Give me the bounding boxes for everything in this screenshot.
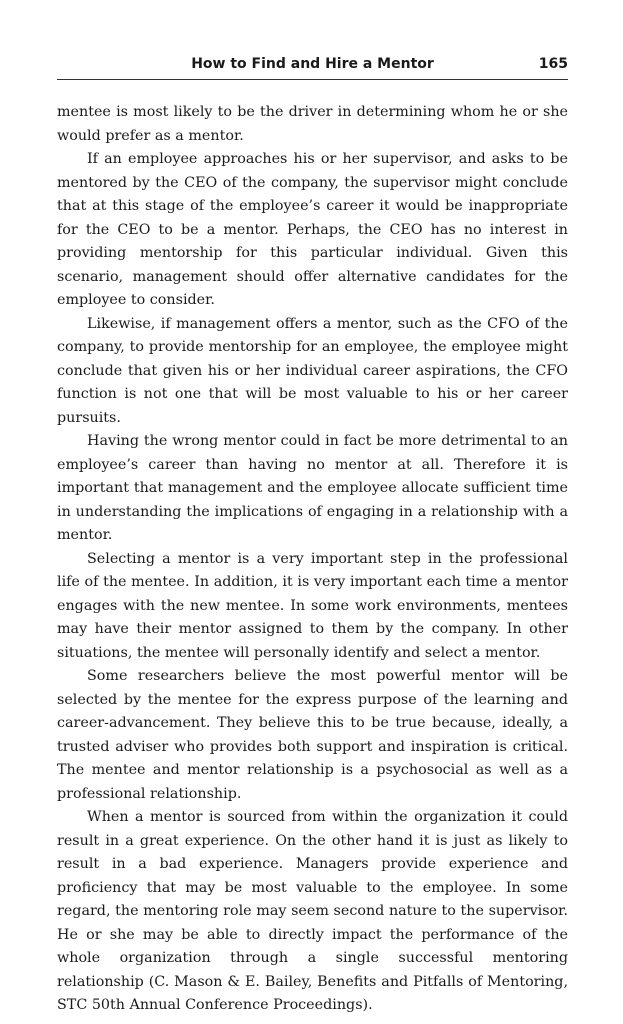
paragraph: When a mentor is sourced from within the organization it could result in a great experience. On the other hand it is just as likely to result in a bad experience. Managers provide experience and proficiency that may be most valuable to the employee. In some regard, the mentoring role may seem second nature to the supervisor. He or she may be able to directly impact the performance of the whole organization through a single successful mentoring relationship (C. Mason & E. Bailey, Benefits and Pitfalls of Mentoring, STC 50th Annual Conference Proceedings). bbox=[57, 809, 568, 1013]
paragraph-continued: mentee is most likely to be the driver in determining whom he or she would prefer as a mentor. bbox=[57, 104, 568, 144]
paragraph: Selecting a mentor is a very important step in the professional life of the mentee. In addition, it is very important each time a mentor engages with the new mentee. In some work environments, mentees may have their mentor assigned to them by the company. In other situations, the mentee will personally identify and select a mentor. bbox=[57, 550, 568, 661]
page-number: 165 bbox=[538, 56, 568, 72]
paragraph: Likewise, if management offers a mentor, such as the CFO of the company, to provide mentorship for an employee, the employee might conclude that given his or her individual career aspirations, the CFO function is not one that will be most valuable to his or her career pursuits. bbox=[57, 315, 568, 426]
paragraph: Some researchers believe the most powerful mentor will be selected by the mentee for the express purpose of the learning and career-advancement. They believe this to be true because, ideally, a trusted adviser who provides both support and inspiration is critical. The mentee and mentor relationship is a psychosocial as well as a professional relationship. bbox=[57, 668, 568, 802]
paragraph: Having the wrong mentor could in fact be more detrimental to an employee’s career than having no mentor at all. Therefore it is important that management and the employee allocate sufficient time in understanding the implications of engaging in a relationship with a mentor. bbox=[57, 433, 568, 543]
running-header bbox=[57, 53, 568, 80]
running-title: How to Find and Hire a Mentor bbox=[191, 56, 434, 72]
paragraph: If an employee approaches his or her supervisor, and asks to be mentored by the CEO of the company, the supervisor might conclude that at this stage of the employee’s career it would be inappropriate for the CEO to be a mentor. Perhaps, the CEO has no interest in providing mentorship for this particular individual. Given this scenario, management should offer alternative candidates for the employee to consider. bbox=[57, 151, 568, 308]
body-text bbox=[57, 101, 568, 1018]
